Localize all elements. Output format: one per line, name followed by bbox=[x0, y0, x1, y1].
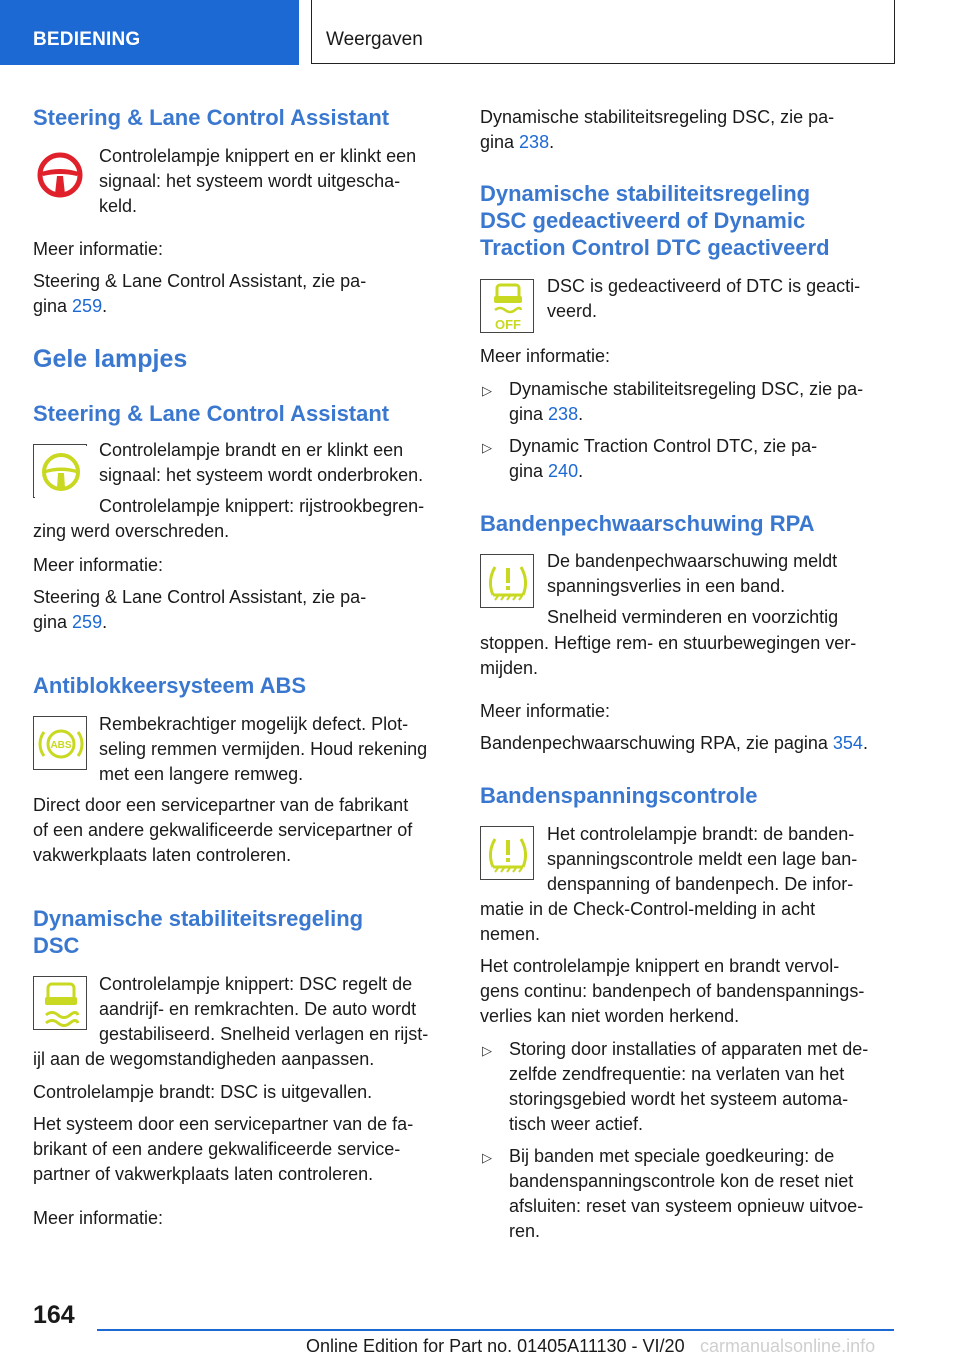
body-text: keld. bbox=[99, 196, 138, 216]
list-item-text: storingsgebied wordt het systeem automa- bbox=[509, 1089, 849, 1109]
tire-pressure-icon bbox=[480, 826, 534, 880]
body-text: Controlelampje brandt: DSC is uitgevallen. bbox=[33, 1082, 373, 1102]
dsc-icon bbox=[33, 976, 87, 1030]
reference-text: gina 238. bbox=[509, 404, 584, 424]
page-link[interactable]: 238 bbox=[519, 132, 550, 152]
page-link[interactable]: 238 bbox=[548, 404, 579, 424]
more-info-label: Meer informatie: bbox=[480, 346, 611, 366]
more-info-label: Meer informatie: bbox=[480, 701, 611, 721]
body-text: Het systeem door een servicepartner van de fa- bbox=[33, 1114, 414, 1134]
body-text: signaal: het systeem wordt uitgescha- bbox=[99, 171, 401, 191]
section-heading: Antiblokkeersysteem ABS bbox=[33, 673, 307, 698]
abs-icon bbox=[33, 716, 87, 770]
body-text: Controlelampje brandt en er klinkt een bbox=[99, 440, 404, 460]
section-heading: Steering & Lane Control Assistant bbox=[33, 401, 390, 426]
page-number: 164 bbox=[33, 1301, 75, 1329]
section-tab bbox=[0, 0, 299, 65]
reference-text: Bandenpechwaarschuwing RPA, zie pagina 354. bbox=[480, 733, 868, 753]
section-heading: DSC bbox=[33, 933, 80, 958]
page-link[interactable]: 259 bbox=[72, 612, 103, 632]
tire-warning-icon bbox=[480, 554, 534, 608]
reference-text: Dynamic Traction Control DTC, zie pa- bbox=[509, 436, 818, 456]
reference-text: Dynamische stabiliteitsregeling DSC, zie pa- bbox=[480, 107, 835, 127]
body-text: seling remmen vermijden. Houd rekening bbox=[99, 739, 428, 759]
subsection-heading: Gele lampjes bbox=[33, 345, 188, 373]
section-title: BEDIENING bbox=[33, 29, 141, 50]
section-heading: Dynamische stabiliteitsregeling bbox=[480, 181, 811, 206]
reference-text: gina 259. bbox=[33, 612, 108, 632]
body-text: spanningscontrole meldt een lage ban- bbox=[547, 849, 858, 869]
section-heading: Bandenspanningscontrole bbox=[480, 783, 758, 808]
body-text: zing werd overschreden. bbox=[33, 521, 230, 541]
body-text: Controlelampje knippert: rijstrookbegren- bbox=[99, 496, 425, 516]
page-link[interactable]: 354 bbox=[832, 733, 863, 753]
list-item-text: tisch weer actief. bbox=[509, 1114, 644, 1134]
reference-text: gina 259. bbox=[33, 296, 108, 316]
section-heading: Steering & Lane Control Assistant bbox=[33, 105, 390, 130]
body-text: denspanning of bandenpech. De infor- bbox=[547, 874, 854, 894]
body-text: gens continu: bandenpech of bandenspannings- bbox=[480, 981, 865, 1001]
body-text: of een andere gekwalificeerde servicepartner of bbox=[33, 820, 413, 840]
footer-divider bbox=[97, 1329, 894, 1331]
more-info-label: Meer informatie: bbox=[33, 239, 164, 259]
body-text: mijden. bbox=[480, 658, 539, 678]
chapter-tab bbox=[311, 0, 895, 64]
bullet-triangle-icon: ▷ bbox=[482, 440, 492, 455]
more-info-label: Meer informatie: bbox=[33, 555, 164, 575]
list-item-text: ren. bbox=[509, 1221, 541, 1241]
bullet-triangle-icon: ▷ bbox=[482, 1150, 492, 1165]
body-text: gestabiliseerd. Snelheid verlagen en rijst- bbox=[99, 1024, 429, 1044]
section-heading: Bandenpechwaarschuwing RPA bbox=[480, 511, 815, 536]
reference-text: Steering & Lane Control Assistant, zie pa- bbox=[33, 587, 367, 607]
body-text: ijl aan de wegomstandigheden aanpassen. bbox=[33, 1049, 375, 1069]
dsc-off-icon bbox=[480, 279, 534, 333]
bullet-triangle-icon: ▷ bbox=[482, 1043, 492, 1058]
reference-text: gina 238. bbox=[480, 132, 555, 152]
body-text: Direct door een servicepartner van de fabrikant bbox=[33, 795, 409, 815]
body-text: Snelheid verminderen en voorzichtig bbox=[547, 607, 839, 627]
body-text: spanningsverlies in een band. bbox=[547, 576, 786, 596]
svg-text:OFF: OFF bbox=[495, 317, 521, 332]
body-text: De bandenpechwaarschuwing meldt bbox=[547, 551, 838, 571]
body-text: stoppen. Heftige rem- en stuurbewegingen ver- bbox=[480, 633, 857, 653]
body-text: Rembekrachtiger mogelijk defect. Plot- bbox=[99, 714, 409, 734]
body-text: met een langere remweg. bbox=[99, 764, 304, 784]
steering-wheel-red-icon bbox=[33, 148, 87, 202]
section-heading: Traction Control DTC geactiveerd bbox=[480, 235, 830, 260]
reference-text: Dynamische stabiliteitsregeling DSC, zie pa- bbox=[509, 379, 864, 399]
body-text: veerd. bbox=[547, 301, 598, 321]
body-text: Controlelampje knippert en er klinkt een bbox=[99, 146, 417, 166]
list-item-text: Storing door installaties of apparaten met de- bbox=[509, 1039, 869, 1059]
steering-wheel-yellow-icon bbox=[33, 444, 87, 498]
list-item-text: afsluiten: reset van systeem opnieuw uitvoe- bbox=[509, 1196, 864, 1216]
list-item-text: bandenspanningscontrole kon de reset niet bbox=[509, 1171, 854, 1191]
body-text: brikant of een andere gekwalificeerde service- bbox=[33, 1139, 401, 1159]
body-text: nemen. bbox=[480, 924, 541, 944]
reference-text: Steering & Lane Control Assistant, zie pa- bbox=[33, 271, 367, 291]
page-link[interactable]: 240 bbox=[548, 461, 579, 481]
edition-text: Online Edition for Part no. 01405A11130 - VI/20 bbox=[306, 1336, 685, 1356]
body-text: verlies kan niet worden herkend. bbox=[480, 1006, 740, 1026]
body-text: Het controlelampje brandt: de banden- bbox=[547, 824, 855, 844]
section-heading: DSC gedeactiveerd of Dynamic bbox=[480, 208, 806, 233]
list-item-text: zelfde zendfrequentie: na verlaten van het bbox=[509, 1064, 845, 1084]
svg-text:ABS: ABS bbox=[50, 740, 72, 751]
page-link[interactable]: 259 bbox=[72, 296, 103, 316]
list-item-text: Bij banden met speciale goedkeuring: de bbox=[509, 1146, 835, 1166]
body-text: partner of vakwerkplaats laten controleren. bbox=[33, 1164, 374, 1184]
body-text: Controlelampje knippert: DSC regelt de bbox=[99, 974, 413, 994]
chapter-title: Weergaven bbox=[326, 29, 423, 50]
body-text: signaal: het systeem wordt onderbroken. bbox=[99, 465, 424, 485]
watermark: carmanualsonline.info bbox=[700, 1336, 876, 1356]
body-text: Het controlelampje knippert en brandt vervol- bbox=[480, 956, 840, 976]
body-text: aandrijf- en remkrachten. De auto wordt bbox=[99, 999, 417, 1019]
bullet-triangle-icon: ▷ bbox=[482, 383, 492, 398]
body-text: vakwerkplaats laten controleren. bbox=[33, 845, 292, 865]
more-info-label: Meer informatie: bbox=[33, 1208, 164, 1228]
section-heading: Dynamische stabiliteitsregeling bbox=[33, 906, 364, 931]
reference-text: gina 240. bbox=[509, 461, 584, 481]
body-text: DSC is gedeactiveerd of DTC is geacti- bbox=[547, 276, 861, 296]
body-text: matie in de Check-Control-melding in acht bbox=[480, 899, 816, 919]
